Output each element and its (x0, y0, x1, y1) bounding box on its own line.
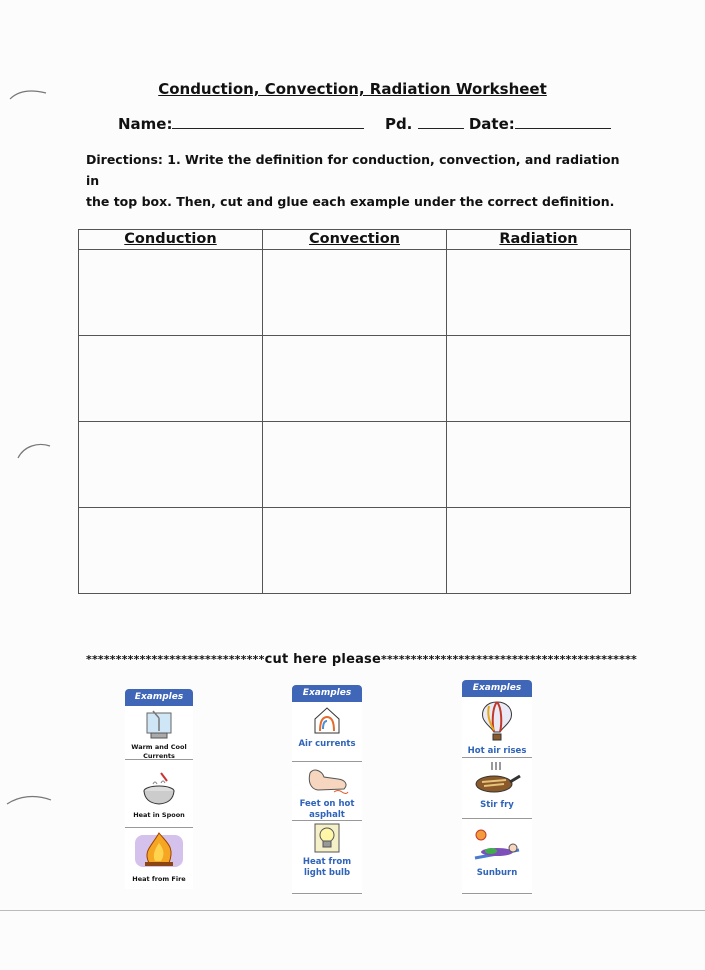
table-cell[interactable] (263, 336, 447, 422)
example-air-currents[interactable] (292, 705, 362, 750)
beaker-icon (139, 709, 179, 739)
example-caption: Feet on hot asphalt (299, 799, 355, 820)
card-divider (462, 757, 532, 758)
table-cell[interactable] (79, 250, 263, 336)
hot-air-balloon-icon (478, 700, 516, 742)
example-heat-from-light-bulb[interactable] (292, 823, 362, 879)
directions-line: Directions: 1. Write the definition for conduction, convection, and radiation in (86, 152, 620, 188)
example-caption: Warm and Cool Currents (131, 743, 187, 760)
cut-stars-left: ****************************** (86, 653, 265, 666)
example-caption: Sunburn (476, 868, 518, 878)
column-header-radiation: Radiation (447, 230, 631, 250)
example-caption: Stir fry (480, 800, 514, 810)
name-label: Name: (118, 115, 173, 133)
column-header-convection: Convection (263, 230, 447, 250)
example-card[interactable] (292, 685, 362, 895)
card-divider (462, 893, 532, 894)
sorting-table (78, 229, 631, 594)
table-cell[interactable] (447, 250, 631, 336)
example-stir-fry[interactable] (462, 760, 532, 811)
pd-field[interactable] (418, 116, 464, 129)
table-cell[interactable] (79, 508, 263, 594)
date-field[interactable] (515, 116, 611, 129)
card-divider (462, 818, 532, 819)
table-cell[interactable] (263, 422, 447, 508)
example-caption: Air currents (298, 739, 356, 749)
column-header-conduction: Conduction (79, 230, 263, 250)
example-caption: Hot air rises (467, 746, 527, 756)
example-heat-from-fire[interactable] (125, 829, 193, 884)
example-sunburn[interactable] (462, 828, 532, 879)
example-caption: Heat from light bulb (302, 857, 352, 878)
page-rule (0, 910, 705, 911)
name-field[interactable] (172, 116, 364, 129)
example-caption: Heat from Fire (132, 875, 186, 883)
foot-icon (304, 765, 350, 795)
directions-line: the top box. Then, cut and glue each example under the correct definition. (86, 194, 615, 209)
table-cell[interactable] (263, 508, 447, 594)
card-divider (292, 820, 362, 821)
table-cell[interactable] (263, 250, 447, 336)
cut-stars-right: ******************************************* (381, 653, 637, 666)
light-bulb-icon (310, 823, 344, 853)
card-divider (292, 761, 362, 762)
card-divider (292, 893, 362, 894)
house-air-icon (307, 705, 347, 735)
table-cell[interactable] (447, 508, 631, 594)
margin-mark (5, 790, 53, 818)
card-divider (125, 759, 193, 760)
example-warm-cool-currents[interactable] (125, 709, 193, 760)
card-header: Examples (292, 685, 362, 702)
date-label: Date: (468, 115, 515, 133)
card-header: Examples (125, 689, 193, 706)
pot-spoon-icon (137, 771, 181, 807)
frying-pan-icon (472, 760, 522, 796)
table-cell[interactable] (447, 336, 631, 422)
example-caption: Heat in Spoon (133, 811, 185, 819)
cut-label: cut here please (264, 652, 382, 667)
directions (86, 149, 626, 212)
example-heat-in-spoon[interactable] (125, 771, 193, 820)
example-hot-air-rises[interactable] (462, 700, 532, 757)
pd-label: Pd. (384, 115, 413, 133)
table-cell[interactable] (447, 422, 631, 508)
fire-icon (131, 829, 187, 871)
example-feet-on-hot-asphalt[interactable] (292, 765, 362, 821)
margin-mark (14, 438, 54, 468)
card-header: Examples (462, 680, 532, 697)
cut-line (86, 652, 637, 667)
example-card[interactable] (462, 680, 532, 895)
table-cell[interactable] (79, 336, 263, 422)
header-fields (118, 115, 611, 133)
card-divider (125, 827, 193, 828)
worksheet-title: Conduction, Convection, Radiation Worksheet (158, 80, 547, 98)
table-cell[interactable] (79, 422, 263, 508)
example-card[interactable] (125, 689, 193, 889)
sunbather-icon (469, 828, 525, 864)
